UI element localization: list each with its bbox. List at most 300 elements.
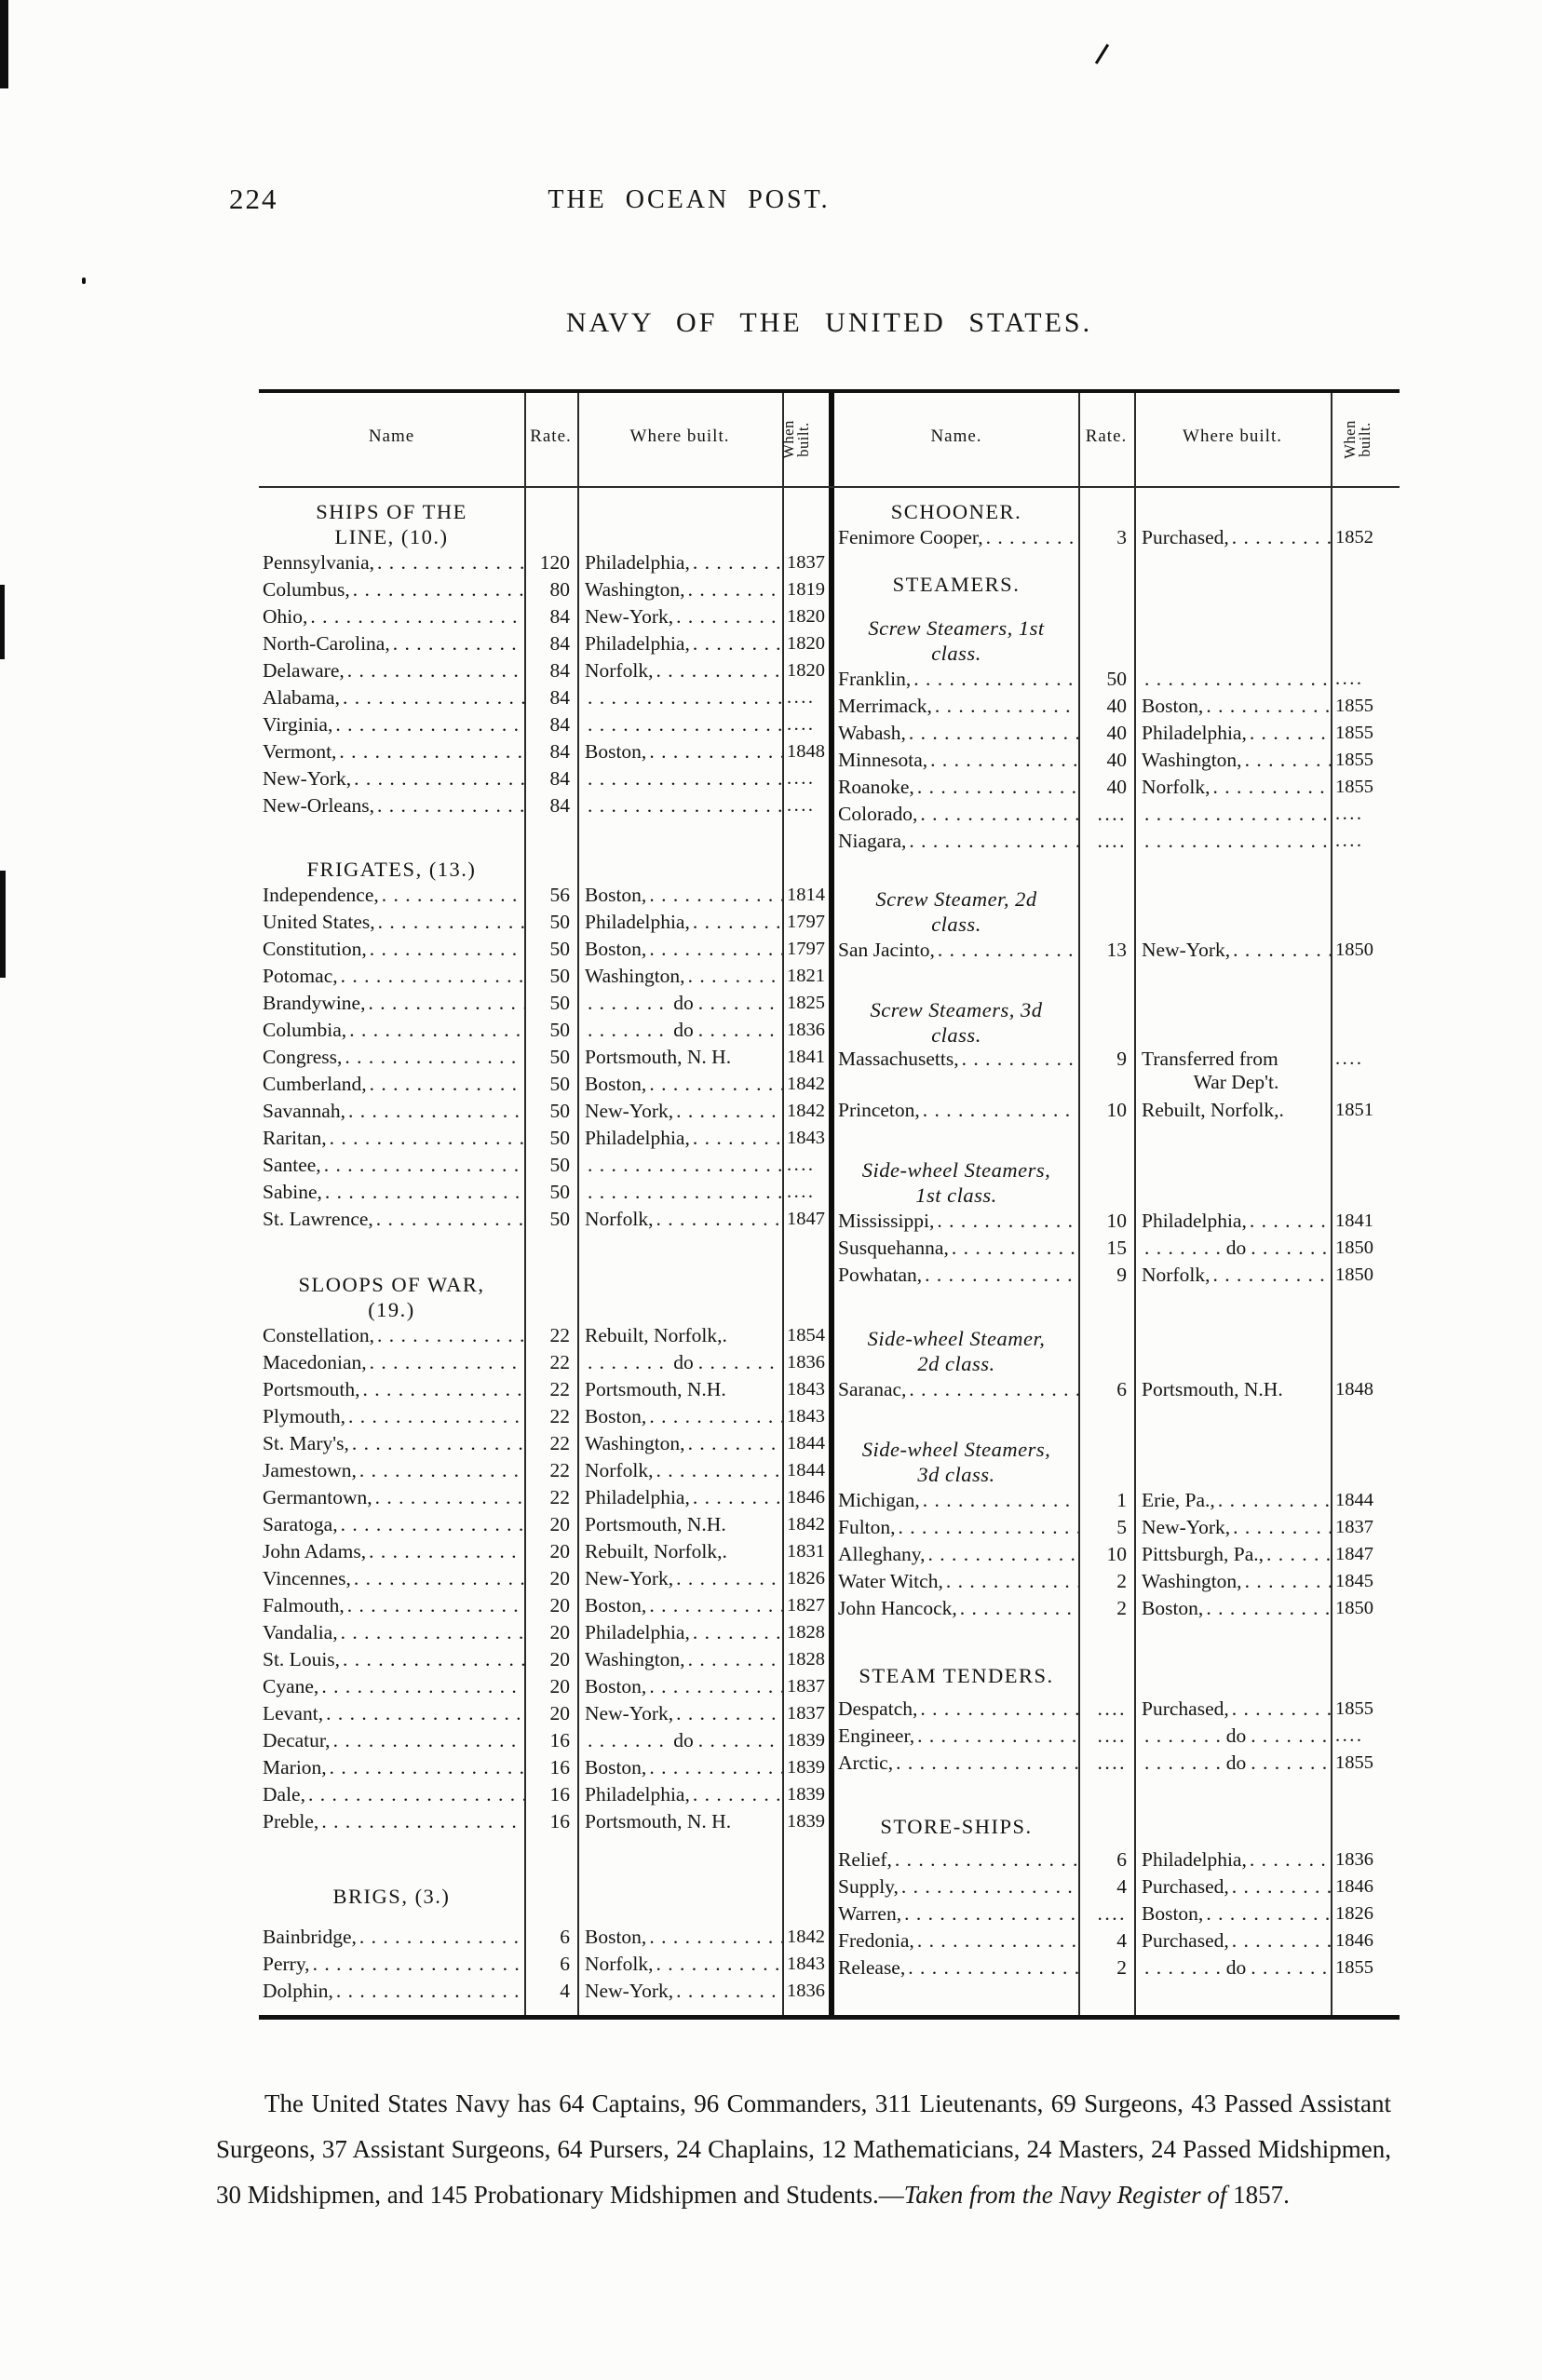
ship-row — [834, 1048, 1400, 1097]
ship-name: Sabine, . . . — [259, 1179, 524, 1206]
when-built: .... — [787, 687, 816, 708]
ship-rate: 50 — [549, 1154, 570, 1176]
dot-leader — [585, 1152, 782, 1179]
where-built: Transferred from War Dep't. — [1142, 1048, 1279, 1093]
where-built: Purchased, . . . — [1134, 1873, 1331, 1900]
dot-leader — [696, 1349, 782, 1376]
where-built: Boston, . . . — [577, 1673, 782, 1700]
dot-leader — [917, 1696, 1078, 1723]
ship-row — [834, 1595, 1400, 1622]
when-built: 1827 — [787, 1595, 825, 1616]
ship-name: Powhatan, . . . — [834, 1262, 1078, 1289]
section-heading: FRIGATES, (13.) — [306, 858, 477, 881]
ship-row — [834, 1723, 1400, 1750]
dot-leader — [646, 1071, 782, 1098]
ship-row — [259, 1152, 829, 1179]
ship-rate: 40 — [1106, 776, 1127, 798]
ship-name: Engineer, . . . — [834, 1723, 1078, 1750]
summary-year: 1857. — [1226, 2181, 1290, 2209]
dot-leader — [696, 1727, 782, 1754]
dot-leader — [983, 524, 1078, 551]
where-built: Rebuilt, Norfolk,. — [585, 1540, 727, 1562]
ship-name: Mississippi, . . . — [834, 1208, 1078, 1235]
ship-rate: 22 — [549, 1351, 570, 1373]
ship-name: Franklin, . . . — [834, 666, 1078, 693]
when-built: 1837 — [787, 552, 825, 573]
ship-row — [259, 909, 829, 936]
ship-rate: 20 — [549, 1675, 570, 1697]
ship-name: Cyane, . . . — [259, 1673, 524, 1700]
when-built: 1842 — [787, 1927, 825, 1947]
section-heading: STEAMERS. — [892, 573, 1021, 596]
dot-leader — [927, 747, 1078, 774]
where-built: Philadelphia, . . . — [577, 630, 782, 657]
header-name-left: Name — [368, 426, 415, 446]
ship-rate: 84 — [549, 740, 570, 763]
ship-name: Levant, . . . — [259, 1700, 524, 1727]
section-heading: Side-wheel Steamers, 1st class. — [861, 1158, 1051, 1207]
ship-name: New-Orleans, . . . — [259, 792, 524, 819]
ship-row — [259, 549, 829, 576]
when-built: .... — [787, 714, 816, 735]
where-built: . . . do . . . — [577, 1727, 782, 1754]
ship-row — [834, 1696, 1400, 1723]
dot-leader — [365, 990, 524, 1017]
ship-rate: 22 — [549, 1324, 570, 1346]
ship-name: Perry, . . . — [259, 1951, 524, 1978]
ship-name: Potomac, . . . — [259, 963, 524, 990]
ship-row — [834, 1954, 1400, 1981]
dot-leader — [327, 1754, 524, 1781]
dot-leader — [922, 1262, 1078, 1289]
ship-name: Arctic, . . . — [834, 1750, 1078, 1777]
dot-leader — [1229, 1873, 1331, 1900]
where-built: Erie, Pa., . . . — [1134, 1487, 1331, 1514]
ship-row — [834, 1487, 1400, 1514]
when-built: 1844 — [1335, 1490, 1373, 1510]
dot-leader — [690, 549, 782, 576]
where-built — [577, 765, 782, 792]
ship-row — [834, 666, 1400, 693]
where-built: Portsmouth, N. H. — [585, 1046, 732, 1068]
dot-leader — [345, 657, 524, 684]
dot-leader — [331, 1727, 524, 1754]
where-built: Norfolk, . . . — [577, 1457, 782, 1484]
ship-name: Vandalia, . . . — [259, 1619, 524, 1646]
table-left-half — [259, 486, 829, 2005]
ship-name: Roanoke, . . . — [834, 774, 1078, 801]
when-built: 1837 — [787, 1676, 825, 1697]
scan-artifact — [82, 277, 86, 284]
ship-rate: 20 — [549, 1621, 570, 1643]
ship-name: Columbus, . . . — [259, 576, 524, 603]
when-built: 1850 — [1335, 1264, 1373, 1285]
ship-row — [259, 1044, 829, 1071]
ship-row — [259, 1071, 829, 1098]
section-heading: BRIGS, (3.) — [332, 1885, 451, 1908]
where-built: Boston, . . . — [577, 1071, 782, 1098]
ship-rate: 22 — [549, 1459, 570, 1481]
dot-leader — [351, 1565, 524, 1592]
ship-rate: 80 — [549, 578, 570, 601]
where-built: Norfolk, . . . — [1134, 1262, 1331, 1289]
ship-rate: 50 — [549, 1019, 570, 1041]
ship-rate: 84 — [549, 659, 570, 682]
ship-row — [834, 828, 1400, 855]
dot-leader — [340, 684, 524, 711]
ship-rate: 50 — [549, 1127, 570, 1149]
when-built: 1850 — [1335, 1598, 1373, 1618]
dot-leader — [911, 666, 1078, 693]
when-built: .... — [1335, 804, 1364, 824]
ship-name: Warren, . . . — [834, 1900, 1078, 1927]
ship-row — [834, 720, 1400, 747]
where-built: New-York, . . . — [577, 1565, 782, 1592]
ship-rate: 6 — [1116, 1848, 1127, 1871]
when-built: 1855 — [1335, 1698, 1373, 1719]
when-built: 1820 — [787, 660, 825, 681]
when-built: 1837 — [787, 1703, 825, 1724]
where-built: . . . do . . . — [1134, 1235, 1331, 1262]
ship-rate: 50 — [1106, 668, 1127, 690]
ship-name: Santee, . . . — [259, 1152, 524, 1179]
ship-row — [259, 990, 829, 1017]
dot-leader — [1230, 937, 1331, 964]
section-heading: Side-wheel Steamers, 3d class. — [861, 1438, 1051, 1486]
ship-name: Merrimack, . . . — [834, 693, 1078, 720]
dot-leader — [1203, 1900, 1331, 1927]
when-built: 1852 — [1335, 527, 1373, 548]
dot-leader — [896, 1514, 1078, 1541]
ship-name: Portsmouth, . . . — [259, 1376, 524, 1403]
dot-leader — [690, 1484, 782, 1511]
dot-leader — [1210, 1262, 1331, 1289]
dot-leader — [646, 936, 782, 963]
ship-rate: 84 — [549, 767, 570, 790]
when-built: 1814 — [787, 885, 825, 905]
dot-leader — [1247, 720, 1331, 747]
where-built: Pittsburgh, Pa., . . . — [1134, 1541, 1331, 1568]
dot-leader — [346, 1017, 524, 1044]
ship-name: Ohio, . . . — [259, 603, 524, 630]
ship-rate: 22 — [549, 1486, 570, 1508]
ship-name: Minnesota, . . . — [834, 747, 1078, 774]
where-built: Boston, . . . — [577, 1754, 782, 1781]
ship-row — [259, 1098, 829, 1125]
ship-row — [834, 524, 1400, 551]
where-built: Purchased, . . . — [1134, 524, 1331, 551]
where-built: New-York, . . . — [577, 1978, 782, 2005]
page-title: NAVY OF THE UNITED STATES. — [565, 307, 1093, 338]
ship-name: Princeton, . . . — [834, 1097, 1078, 1124]
when-built: 1839 — [787, 1811, 825, 1832]
when-built: 1851 — [1335, 1100, 1373, 1120]
where-built: Portsmouth, N.H. — [1142, 1378, 1283, 1400]
ship-name: Release, . . . — [834, 1954, 1078, 1981]
dot-leader — [323, 1700, 524, 1727]
ship-name: Macedonian, . . . — [259, 1349, 524, 1376]
ship-row — [259, 1125, 829, 1152]
where-built: New-York, . . . — [577, 1098, 782, 1125]
dot-leader — [1142, 828, 1331, 855]
ship-name: Bainbridge, . . . — [259, 1924, 524, 1951]
dot-leader — [690, 1781, 782, 1808]
ship-name: John Adams, . . . — [259, 1538, 524, 1565]
dot-leader — [1248, 1235, 1331, 1262]
when-built: 1836 — [1335, 1849, 1373, 1870]
when-built: .... — [1335, 669, 1364, 689]
dot-leader — [673, 1098, 782, 1125]
ship-name: St. Lawrence, . . . — [259, 1206, 524, 1233]
ship-row — [259, 1781, 829, 1808]
where-built: Norfolk, . . . — [577, 657, 782, 684]
ship-name: Water Witch, . . . — [834, 1568, 1078, 1595]
dot-leader — [685, 1430, 782, 1457]
dot-leader — [366, 1538, 524, 1565]
where-built — [577, 684, 782, 711]
when-built: 1841 — [1335, 1210, 1373, 1231]
dot-leader — [367, 1349, 524, 1376]
ship-rate: 9 — [1116, 1048, 1127, 1070]
where-built: Boston, . . . — [1134, 1900, 1331, 1927]
ship-rate: 84 — [549, 713, 570, 736]
where-built: Philadelphia, . . . — [577, 549, 782, 576]
dot-leader — [360, 1376, 524, 1403]
ship-name: Alabama, . . . — [259, 684, 524, 711]
when-built: 1819 — [787, 579, 825, 600]
ship-name: Niagara, . . . — [834, 828, 1078, 855]
scan-artifact — [1095, 44, 1109, 64]
dot-leader — [685, 963, 782, 990]
where-built: . . . do . . . — [577, 1349, 782, 1376]
where-built: Philadelphia, . . . — [577, 1125, 782, 1152]
ship-rate: 120 — [539, 551, 570, 574]
dot-leader — [673, 1700, 782, 1727]
dot-leader — [342, 1044, 524, 1071]
ship-name: San Jacinto, . . . — [834, 937, 1078, 964]
ship-rate: 20 — [549, 1594, 570, 1616]
dot-leader — [1247, 1208, 1331, 1235]
ship-name: Plymouth, . . . — [259, 1403, 524, 1430]
ship-rate: 4 — [560, 1980, 570, 2002]
where-built: Rebuilt, Norfolk,. — [1142, 1099, 1284, 1121]
where-built: . . . do . . . — [577, 1017, 782, 1044]
ship-rate: 1 — [1116, 1489, 1127, 1511]
ship-row — [259, 765, 829, 792]
when-built: 1797 — [787, 939, 825, 959]
ship-name: Vincennes, . . . — [259, 1565, 524, 1592]
ship-row — [834, 1873, 1400, 1900]
where-built: New-York, . . . — [1134, 937, 1331, 964]
ship-name: Relief, . . . — [834, 1846, 1078, 1873]
dot-leader — [646, 882, 782, 909]
when-built: 1843 — [787, 1406, 825, 1427]
ship-rate: 84 — [549, 794, 570, 817]
running-title: THE OCEAN POST. — [548, 185, 831, 214]
header-rate-left: Rate. — [530, 426, 572, 446]
ship-row — [259, 1754, 829, 1781]
section-heading: Screw Steamer, 2d class. — [875, 887, 1037, 936]
ship-name: United States, . . . — [259, 909, 524, 936]
ship-name: Falmouth, . . . — [259, 1592, 524, 1619]
dot-leader — [1230, 1514, 1331, 1541]
ship-row — [259, 1978, 829, 2005]
navy-ships-table — [259, 389, 1400, 2020]
ship-row — [259, 1179, 829, 1206]
ship-rate: 40 — [1106, 749, 1127, 771]
ship-rate: 20 — [549, 1540, 570, 1562]
header-where-left: Where built. — [629, 426, 730, 446]
dot-leader — [1247, 1846, 1331, 1873]
where-built: . . . do . . . — [577, 990, 782, 1017]
dot-leader — [653, 657, 782, 684]
dot-leader — [1242, 1568, 1331, 1595]
ship-rate: 6 — [1116, 1378, 1127, 1400]
where-built: Boston, . . . — [577, 1592, 782, 1619]
when-built: .... — [1335, 831, 1364, 851]
ship-name: Susquehanna, . . . — [834, 1235, 1078, 1262]
dot-leader — [696, 1017, 782, 1044]
ship-name: New-York, . . . — [259, 765, 524, 792]
where-built: Norfolk, . . . — [577, 1206, 782, 1233]
ship-rate: 20 — [549, 1702, 570, 1724]
when-built: 1841 — [787, 1047, 825, 1067]
ship-row — [259, 1808, 829, 1835]
when-built: 1855 — [1335, 1752, 1373, 1773]
ship-name: Fenimore Cooper, . . . — [834, 524, 1078, 551]
ship-rate: 40 — [1106, 695, 1127, 717]
dot-leader — [1248, 1750, 1331, 1777]
dot-leader — [1142, 1750, 1224, 1777]
when-built: 1825 — [787, 993, 825, 1013]
ship-name: Congress, . . . — [259, 1044, 524, 1071]
dot-leader — [357, 1457, 524, 1484]
ship-row — [834, 1514, 1400, 1541]
where-built: . . . do . . . — [1134, 1750, 1331, 1777]
ship-name: St. Mary's, . . . — [259, 1430, 524, 1457]
dot-leader — [1203, 1595, 1331, 1622]
ship-row — [834, 1750, 1400, 1777]
dot-leader — [901, 1900, 1078, 1927]
dot-leader — [899, 1873, 1078, 1900]
when-built: 1843 — [787, 1954, 825, 1974]
dot-leader — [1264, 1541, 1331, 1568]
dot-leader — [934, 1208, 1078, 1235]
dot-leader — [920, 1097, 1078, 1124]
when-built: 1854 — [787, 1325, 825, 1346]
ship-rate: 22 — [549, 1405, 570, 1427]
ship-rate: 20 — [549, 1648, 570, 1670]
ship-rate: 3 — [1116, 526, 1127, 548]
ship-rate: 2 — [1116, 1570, 1127, 1592]
ship-row — [259, 630, 829, 657]
dot-leader — [340, 1646, 524, 1673]
when-built: 1848 — [1335, 1379, 1373, 1400]
when-built: .... — [787, 1182, 816, 1202]
ship-rate: 10 — [1106, 1099, 1127, 1121]
ship-name: Cumberland, . . . — [259, 1071, 524, 1098]
summary-text: The United States Navy has 64 Captains, 96 Commanders, 311 Lieutenants, 69 Surgeons, 43 Passed Assistant Surgeons, 37 Assistant Surgeons, 64 Pursers, 24 Chaplains, 12 Mathematicians, 24 Masters, 24 Passed Midshipmen, 30 Midshipmen, and 145 Probationary Midshipmen and Students.— — [216, 2089, 1391, 2209]
dot-leader — [932, 693, 1078, 720]
ship-name: Delaware, . . . — [259, 657, 524, 684]
ship-rate: 2 — [1116, 1956, 1127, 1979]
section-heading: STEAM TENDERS. — [859, 1664, 1054, 1687]
ship-row — [259, 1565, 829, 1592]
section-heading: SLOOPS OF WAR, (19.) — [298, 1273, 485, 1321]
ship-rate: 4 — [1116, 1929, 1127, 1952]
dot-leader — [338, 1511, 524, 1538]
ship-rate: .... — [1097, 803, 1127, 825]
dot-leader — [673, 603, 782, 630]
ship-rate: 15 — [1106, 1237, 1127, 1259]
ship-row — [834, 937, 1400, 964]
ship-rate: .... — [1097, 1902, 1127, 1925]
ship-rate: 84 — [549, 605, 570, 628]
dot-leader — [1142, 1235, 1224, 1262]
dot-leader — [357, 1924, 524, 1951]
dot-leader — [373, 1206, 524, 1233]
when-built: .... — [1335, 1725, 1364, 1746]
ship-row — [259, 603, 829, 630]
when-built: .... — [1335, 1048, 1364, 1069]
dot-leader — [926, 1541, 1078, 1568]
ship-rate: 50 — [549, 965, 570, 987]
ship-name: St. Louis, . . . — [259, 1646, 524, 1673]
where-built: Boston, . . . — [577, 882, 782, 909]
dot-leader — [673, 1978, 782, 2005]
ship-name: Saranac, . . . — [834, 1376, 1078, 1403]
ship-rate: 16 — [549, 1783, 570, 1805]
ship-rate: .... — [1097, 830, 1127, 852]
table-header-row — [259, 393, 1400, 486]
when-built: 1846 — [787, 1487, 825, 1508]
dot-leader — [690, 1619, 782, 1646]
dot-leader — [935, 937, 1078, 964]
dot-leader — [322, 1179, 524, 1206]
where-built: Philadelphia, . . . — [577, 909, 782, 936]
where-built: Philadelphia, . . . — [1134, 1208, 1331, 1235]
when-built: 1847 — [787, 1209, 825, 1229]
dot-leader — [1210, 774, 1331, 801]
dot-leader — [327, 1125, 524, 1152]
when-built: 1850 — [1335, 1237, 1373, 1258]
dot-leader — [685, 576, 782, 603]
ship-row — [259, 882, 829, 909]
when-built: 1844 — [787, 1433, 825, 1454]
where-built: Philadelphia, . . . — [577, 1619, 782, 1646]
dot-leader — [1203, 693, 1331, 720]
ship-rate: 56 — [549, 884, 570, 906]
scan-artifact — [0, 585, 5, 659]
dot-leader — [310, 1951, 524, 1978]
when-built: 1843 — [787, 1379, 825, 1400]
dot-leader — [318, 1673, 524, 1700]
dot-leader — [375, 909, 524, 936]
where-built: Boston, . . . — [577, 936, 782, 963]
ship-rate: 9 — [1116, 1264, 1127, 1286]
dot-leader — [585, 711, 782, 738]
ship-name: Wabash, . . . — [834, 720, 1078, 747]
where-built: Rebuilt, Norfolk,. — [585, 1324, 727, 1346]
when-built: 1839 — [787, 1784, 825, 1805]
dot-leader — [696, 990, 782, 1017]
ship-name: Germantown, . . . — [259, 1484, 524, 1511]
header-where-right: Where built. — [1183, 426, 1282, 446]
dot-leader — [374, 1322, 524, 1349]
ship-rate: 50 — [549, 938, 570, 960]
dot-leader — [338, 963, 524, 990]
ship-row — [259, 1700, 829, 1727]
